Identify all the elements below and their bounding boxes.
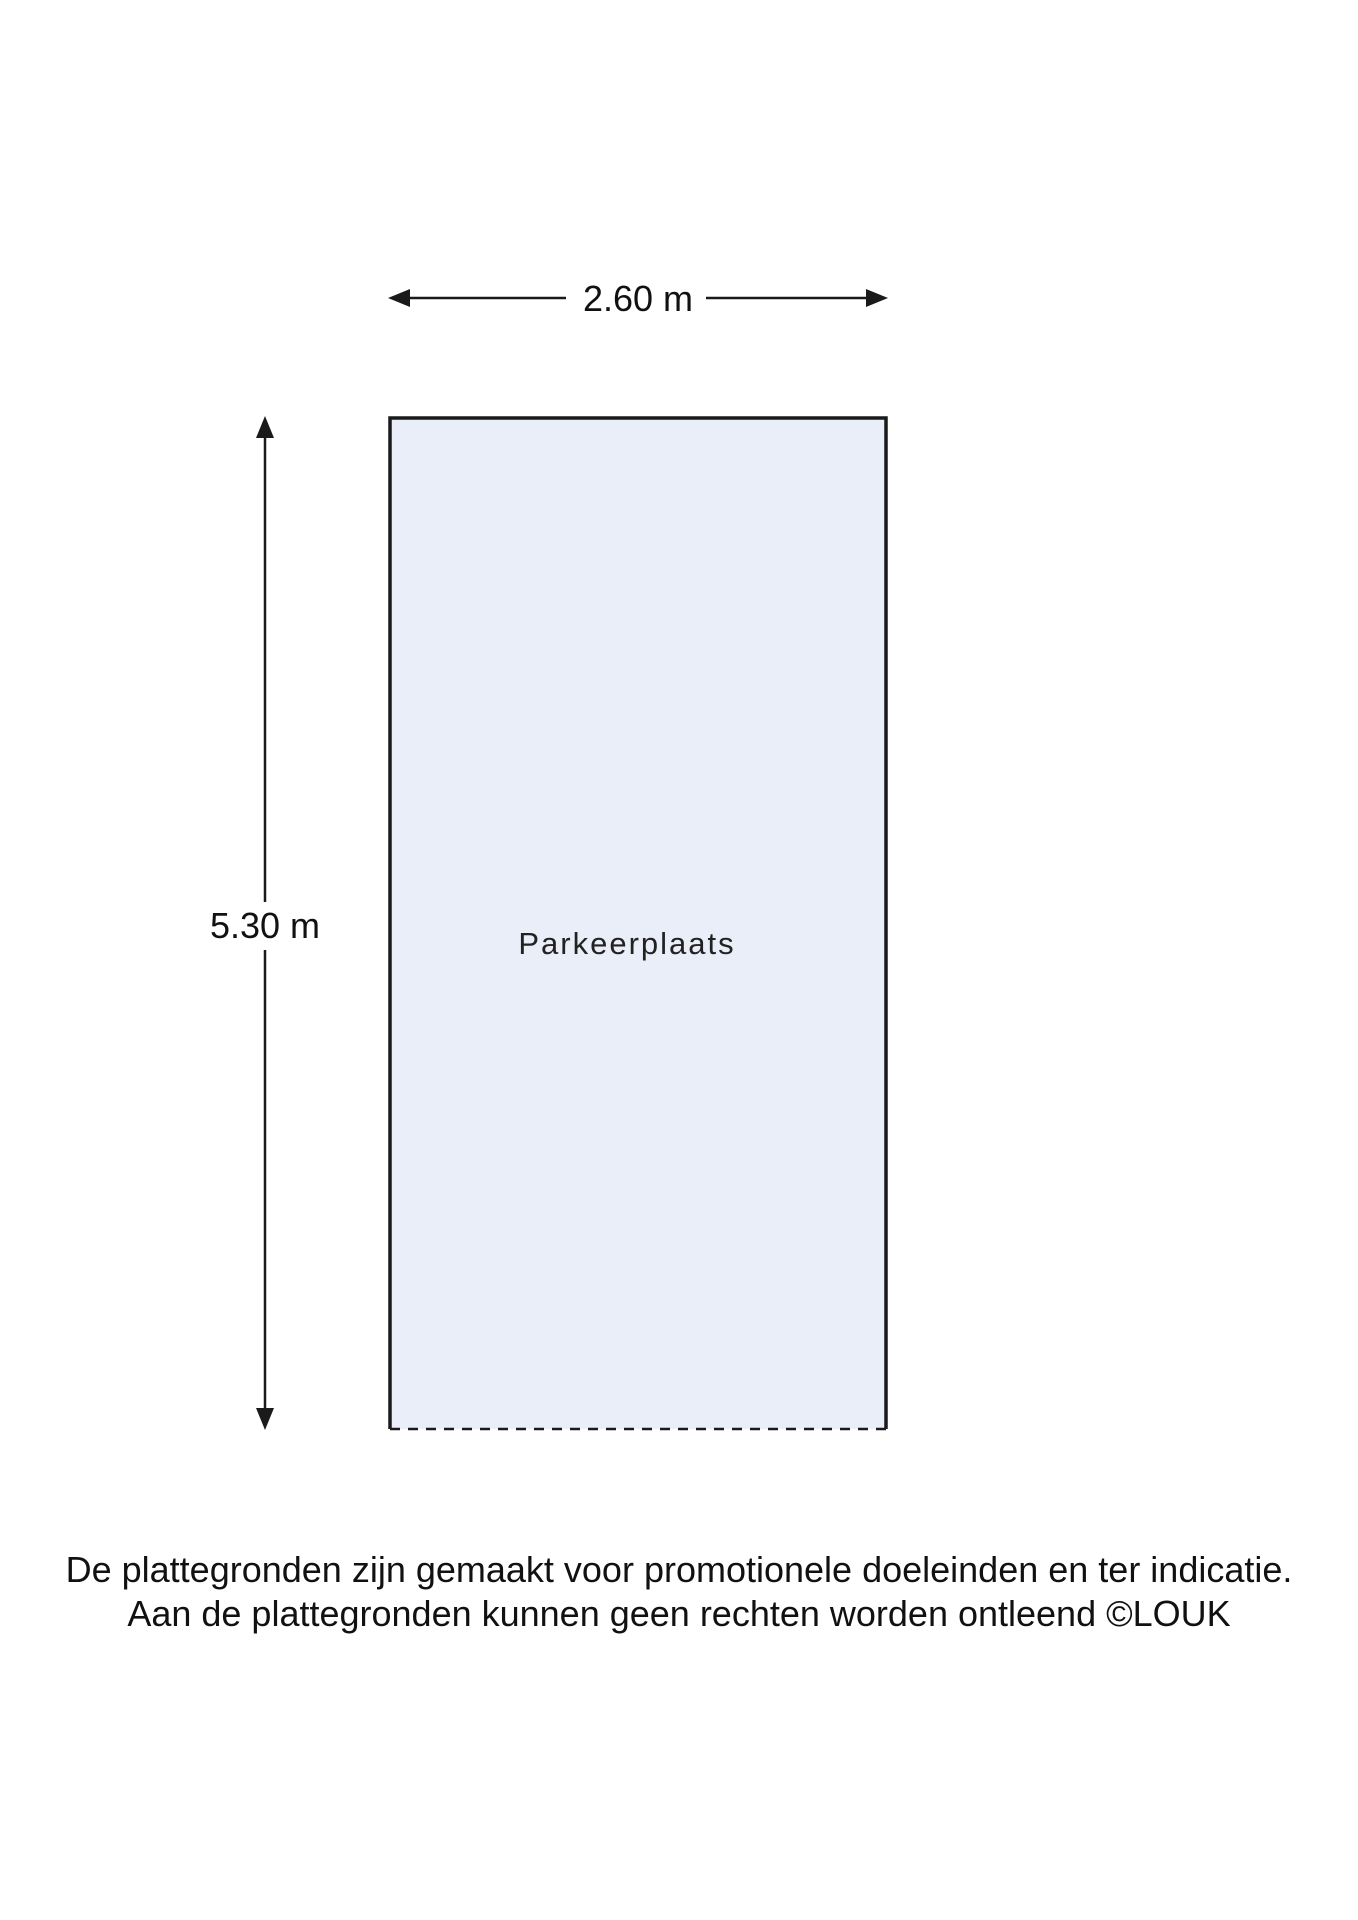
width-dimension-label: 2.60 m: [582, 278, 694, 319]
height-dimension-label: 5.30 m: [209, 905, 321, 946]
width-arrow-right-icon: [866, 289, 888, 307]
height-arrow-down-icon: [256, 1408, 274, 1430]
disclaimer-line-1: De plattegronden zijn gemaakt voor promotionele doeleinden en ter indicatie.: [65, 1549, 1293, 1590]
width-dimension: [388, 278, 888, 319]
disclaimer-line-2: Aan de plattegronden kunnen geen rechten worden ontleend ©LOUK: [127, 1593, 1231, 1634]
room-label: Parkeerplaats: [518, 926, 736, 961]
height-dimension: [210, 416, 320, 1430]
disclaimer: [0, 1548, 1358, 1636]
room-parkeerplaats: [390, 418, 886, 1429]
height-arrow-up-icon: [256, 416, 274, 438]
room-fill: [390, 418, 886, 1429]
width-arrow-left-icon: [388, 289, 410, 307]
